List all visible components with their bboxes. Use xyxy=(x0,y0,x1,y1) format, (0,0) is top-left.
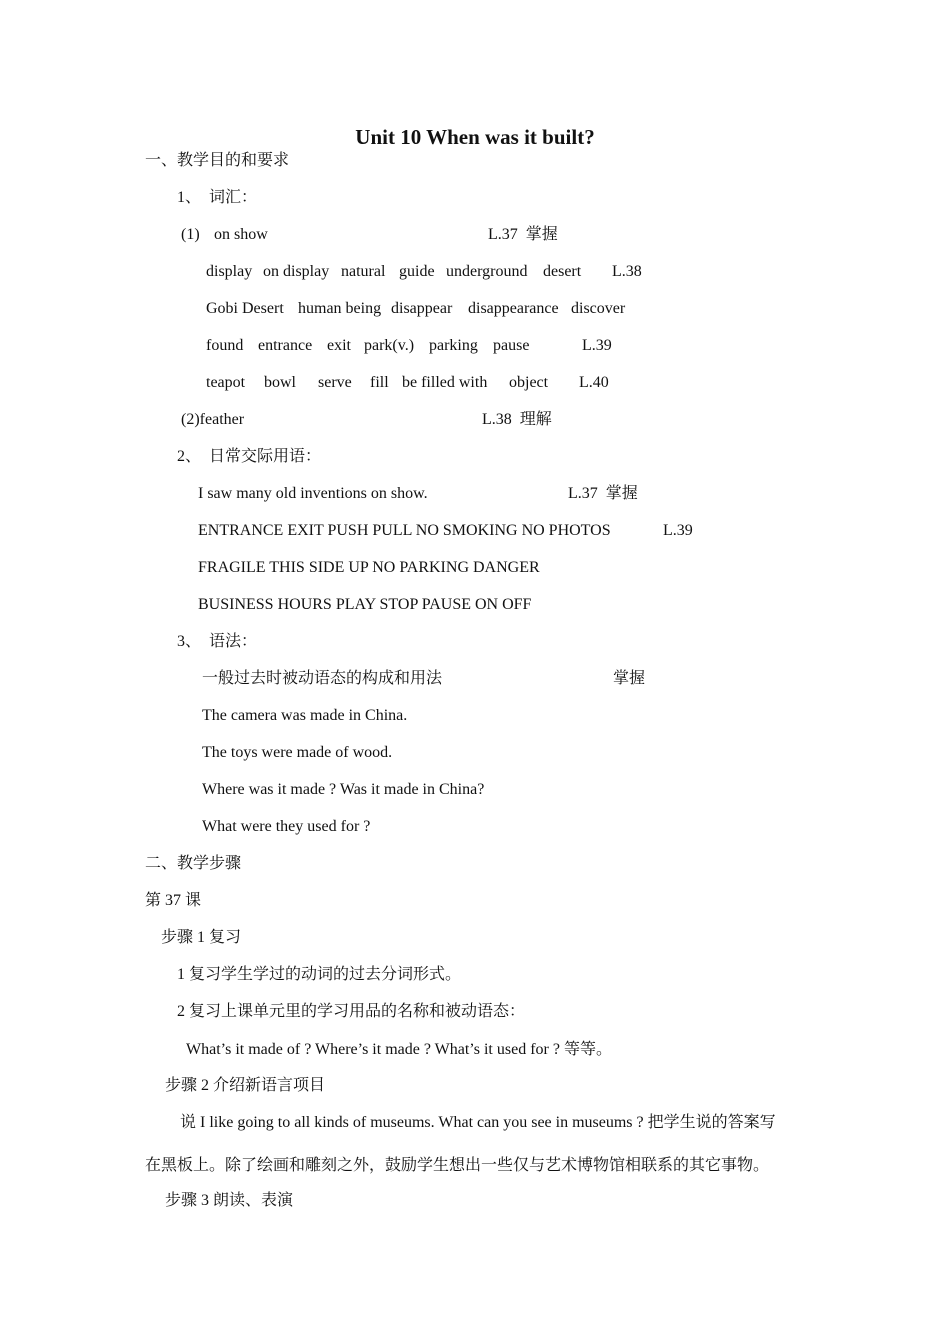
vocab-word: object xyxy=(509,374,549,391)
vocab-lesson-ref: L.40 xyxy=(579,374,609,391)
vocab-word: Gobi Desert xyxy=(206,300,284,317)
vocab-word: serve xyxy=(318,374,352,391)
step-heading: 步骤 3 朗读、表演 xyxy=(165,1192,294,1209)
vocab-lesson-ref: L.39 xyxy=(582,337,612,354)
expressions-heading: 2、 日常交际用语： xyxy=(177,448,322,465)
vocab-word: be filled with xyxy=(402,374,488,391)
vocab-lesson-ref: L.38 理解 xyxy=(482,411,552,428)
step-paragraph-line: 在黑板上。除了绘画和雕刻之外，鼓励学生想出一些仅与艺术博物馆相联系的其它事物。 xyxy=(145,1157,770,1174)
expression-line: ENTRANCE EXIT PUSH PULL NO SMOKING NO PHOTOS xyxy=(198,522,611,539)
grammar-example: Where was it made ? Was it made in China? xyxy=(202,781,485,798)
vocab-lesson-ref: L.37 掌握 xyxy=(488,226,558,243)
section-heading-objectives: 一、教学目的和要求 xyxy=(145,152,290,169)
vocab-word: bowl xyxy=(264,374,296,391)
vocab-word: exit xyxy=(327,337,351,354)
vocab-word: disappear xyxy=(391,300,453,317)
vocab-word: entrance xyxy=(258,337,313,354)
vocab-group2-marker: (2)feather xyxy=(181,411,245,428)
step-heading: 步骤 2 介绍新语言项目 xyxy=(165,1077,326,1094)
grammar-topic: 一般过去时被动语态的构成和用法 xyxy=(202,670,443,687)
vocab-word: human being xyxy=(298,300,382,317)
vocab-word: guide xyxy=(399,263,435,280)
vocab-word: park(v.) xyxy=(364,337,415,354)
grammar-example: The toys were made of wood. xyxy=(202,744,393,761)
vocab-word: parking xyxy=(429,337,478,354)
section-heading-steps: 二、教学步骤 xyxy=(145,855,242,872)
vocab-heading: 1、 词汇： xyxy=(177,189,258,206)
step-item: 1 复习学生学过的动词的过去分词形式。 xyxy=(177,966,462,983)
lesson-title: 第 37 课 xyxy=(145,892,202,909)
step-paragraph-line: 说 I like going to all kinds of museums. What can you see in museums ? 把学生说的答案写 xyxy=(180,1114,776,1131)
step-heading: 步骤 1 复习 xyxy=(161,929,242,946)
page-title: Unit 10 When was it built? xyxy=(355,125,595,149)
expression-lesson-ref: L.37 掌握 xyxy=(568,485,638,502)
expression-lesson-ref: L.39 xyxy=(663,522,693,539)
step-example: What’s it made of ? Where’s it made ? What’s it used for ? 等等。 xyxy=(186,1041,612,1058)
expression-line: FRAGILE THIS SIDE UP NO PARKING DANGER xyxy=(198,559,540,576)
grammar-example: The camera was made in China. xyxy=(202,707,408,724)
vocab-word: underground xyxy=(446,263,528,280)
vocab-word: on display xyxy=(263,263,330,280)
expression-line: I saw many old inventions on show. xyxy=(198,485,428,502)
vocab-word: teapot xyxy=(206,374,246,391)
vocab-word: on show xyxy=(214,226,268,243)
grammar-topic-level: 掌握 xyxy=(613,670,646,687)
vocab-word: discover xyxy=(571,300,626,317)
vocab-group1-marker: (1) xyxy=(181,226,200,243)
expression-line: BUSINESS HOURS PLAY STOP PAUSE ON OFF xyxy=(198,596,532,613)
vocab-word: display xyxy=(206,263,253,280)
vocab-word: pause xyxy=(493,337,530,354)
vocab-lesson-ref: L.38 xyxy=(612,263,642,280)
vocab-word: disappearance xyxy=(468,300,559,317)
step-item: 2 复习上课单元里的学习用品的名称和被动语态： xyxy=(177,1003,526,1020)
vocab-word: found xyxy=(206,337,244,354)
vocab-word: desert xyxy=(543,263,582,280)
grammar-heading: 3、 语法： xyxy=(177,633,258,650)
vocab-word: fill xyxy=(370,374,389,391)
grammar-example: What were they used for ? xyxy=(202,818,371,835)
vocab-word: natural xyxy=(341,263,386,280)
